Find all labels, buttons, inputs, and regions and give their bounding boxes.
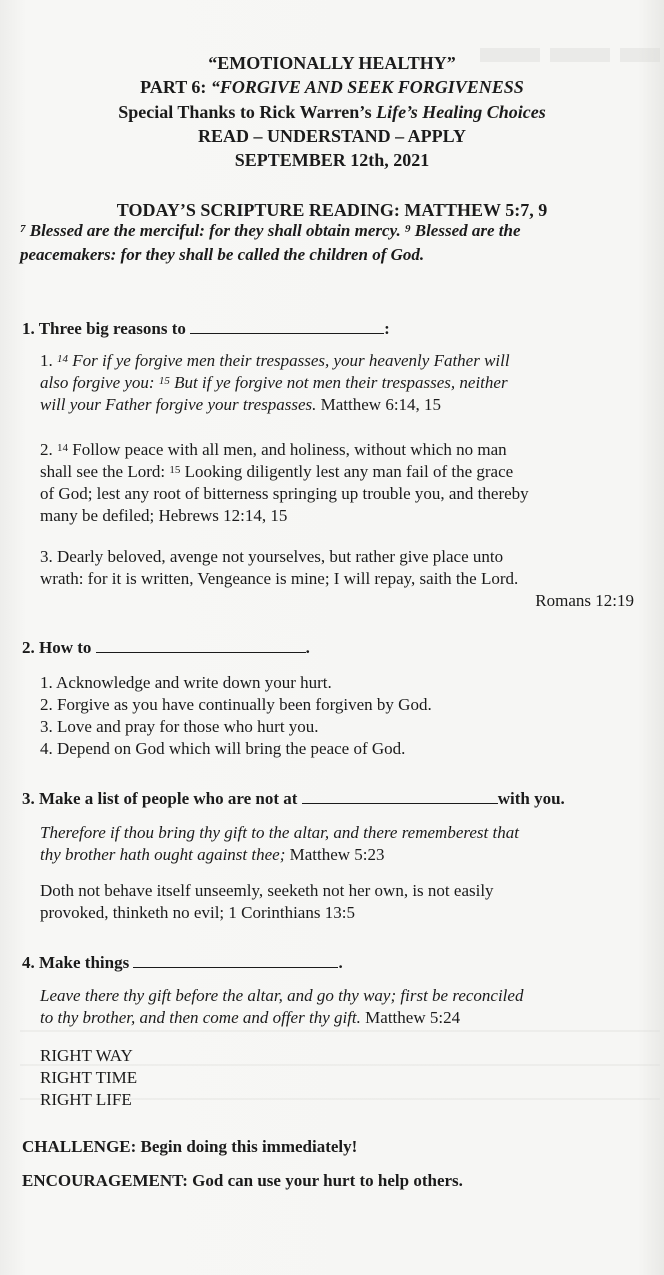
section-3-quote-2: Doth not behave itself unseemly, seeketh not her own, is not easily provoked, thinketh no evil; 1 Corinthians 13:5: [40, 881, 494, 922]
list-item: RIGHT TIME: [40, 1068, 138, 1087]
reason-1-passage: 1. $^{14}$ For if ye forgive men their trespasses, your heavenly Father will also forgive you: $^{15}$ But if ye forgive not men their trespasses, neither will your Father forgive your trespasses. Matthew 6:14, 15: [40, 351, 510, 414]
challenge-text: CHALLENGE: Begin doing this immediately!: [22, 1137, 358, 1156]
scripture-verse-line-2: peacemakers: for they shall be called the children of God.: [20, 245, 425, 264]
list-item: 2. Forgive as you have continually been forgiven by God.: [40, 695, 432, 714]
credit-line: Special Thanks to Rick Warren’s Life’s Healing Choices: [118, 102, 546, 122]
reason-2-passage: 2. $^{14}$ Follow peace with all men, and holiness, without which no man shall see the Lord: $^{15}$ Looking diligently lest any man fail of the grace of God; lest any root of bitterness springing up trouble you, and thereby many be defiled; Hebrews 12:14, 15: [40, 440, 529, 525]
scripture-reference: Romans 12:19: [535, 591, 634, 610]
list-item: 3. Love and pray for those who hurt you.: [40, 717, 319, 736]
section-4-heading: 4. Make things .: [22, 953, 343, 972]
list-item: 4. Depend on God which will bring the peace of God.: [40, 739, 406, 758]
encouragement-text: ENCOURAGEMENT: God can use your hurt to help others.: [22, 1171, 463, 1190]
section-2-heading: 2. How to .: [22, 638, 310, 657]
reason-3-passage: 3. Dearly beloved, avenge not yourselves, but rather give place unto wrath: for it is written, Vengeance is mine; I will repay, saith the Lord. Romans 12:19: [40, 547, 634, 610]
fill-in-blank[interactable]: [133, 953, 338, 968]
list-item: RIGHT WAY: [40, 1046, 133, 1065]
right-list: [40, 1045, 340, 1111]
section-4-quote: Leave there thy gift before the altar, and go thy way; first be reconciled to thy brother, and then come and offer thy gift. Matthew 5:24: [40, 986, 524, 1027]
list-item: RIGHT LIFE: [40, 1090, 132, 1109]
scripture-verse-line-1: $^7$ Blessed are the merciful: for they shall obtain mercy. $^9$ Blessed are the: [20, 221, 521, 240]
fill-in-blank[interactable]: [96, 638, 306, 653]
part-title: PART 6: “FORGIVE AND SEEK FORGIVENESS: [140, 77, 524, 97]
section-1-heading: 1. Three big reasons to :: [22, 319, 390, 338]
how-to-list: [40, 672, 640, 760]
scripture-reading-title: TODAY’S SCRIPTURE READING: MATTHEW 5:7, 9: [116, 200, 548, 220]
fill-in-blank[interactable]: [302, 789, 498, 804]
section-3-quote-1: Therefore if thou bring thy gift to the altar, and there rememberest that thy brother hath ought against thee; Matthew 5:23: [40, 823, 519, 864]
list-item: 1. Acknowledge and write down your hurt.: [40, 673, 332, 692]
read-understand-apply: READ – UNDERSTAND – APPLY: [197, 126, 467, 146]
section-3-heading: 3. Make a list of people who are not at with you.: [22, 789, 565, 808]
sermon-date: SEPTEMBER 12th, 2021: [234, 150, 430, 170]
series-title: “EMOTIONALLY HEALTHY”: [208, 53, 456, 73]
fill-in-blank[interactable]: [190, 319, 384, 334]
